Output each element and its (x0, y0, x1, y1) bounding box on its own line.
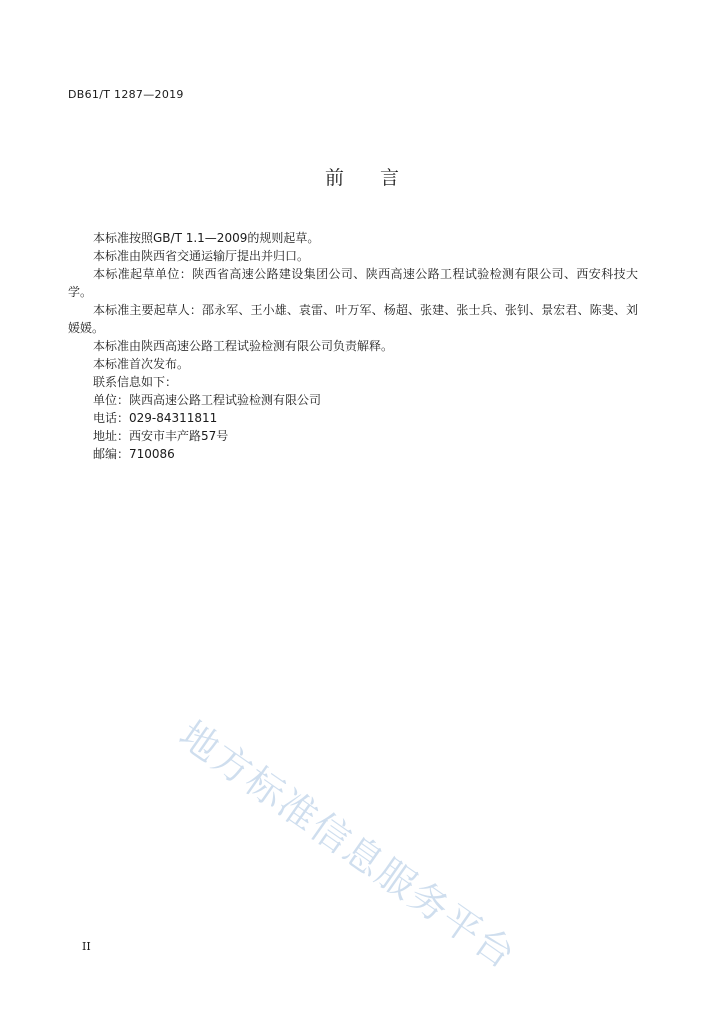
foreword-body (68, 229, 638, 463)
paragraph-contact-postcode: 邮编：710086 (93, 447, 175, 461)
watermark: 地方标准信息服务平台 (171, 712, 525, 978)
paragraph-interpretation: 本标准由陕西高速公路工程试验检测有限公司负责解释。 (93, 339, 394, 353)
paragraph-contact-heading: 联系信息如下： (93, 375, 178, 389)
paragraph-drafting-rule: 本标准按照GB/T 1.1—2009的规则起草。 (93, 231, 320, 245)
paragraph-contact-phone: 电话：029-84311811 (93, 411, 218, 425)
paragraph-drafters: 本标准主要起草人：邵永军、王小雄、袁雷、叶万军、杨超、张建、张士兵、张钊、景宏君、陈斐、刘媛媛。 (68, 303, 638, 335)
paragraph-drafting-units: 本标准起草单位：陕西省高速公路建设集团公司、陕西高速公路工程试验检测有限公司、西安科技大学。 (68, 267, 638, 299)
document-code: DB61/T 1287—2019 (68, 88, 184, 101)
paragraph-proposer: 本标准由陕西省交通运输厅提出并归口。 (93, 249, 310, 263)
page-title: 前言 (324, 167, 435, 189)
paragraph-contact-unit: 单位：陕西高速公路工程试验检测有限公司 (93, 393, 322, 407)
paragraph-contact-address: 地址：西安市丰产路57号 (93, 429, 229, 443)
paragraph-first-release: 本标准首次发布。 (93, 357, 190, 371)
page-number: II (82, 940, 91, 953)
